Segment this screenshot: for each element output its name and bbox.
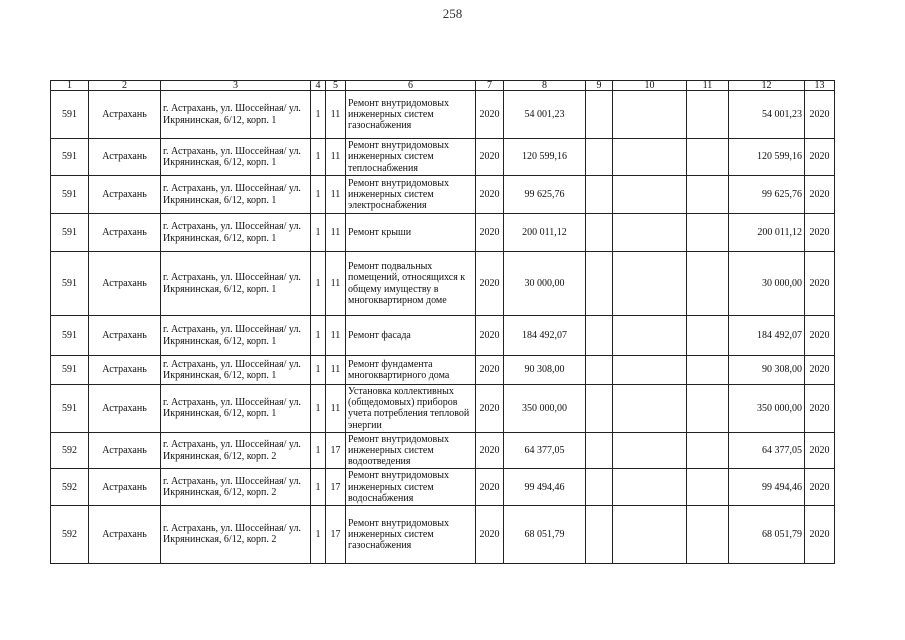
city-cell: Астрахань xyxy=(89,214,161,252)
completion-year-cell: 2020 xyxy=(805,316,835,356)
cost-cell: 90 308,00 xyxy=(504,356,586,385)
floor-count-cell: 17 xyxy=(326,469,346,506)
col10-cell xyxy=(613,469,687,506)
work-type-cell: Ремонт внутридомовых инженерных систем газоснабжения xyxy=(346,505,476,563)
col10-cell xyxy=(613,505,687,563)
col10-cell xyxy=(613,385,687,433)
year-cell: 2020 xyxy=(476,176,504,214)
total-cost-cell: 64 377,05 xyxy=(729,432,805,469)
col11-cell xyxy=(687,432,729,469)
col11-cell xyxy=(687,91,729,139)
col11-cell xyxy=(687,214,729,252)
table-row xyxy=(51,91,835,139)
floor-count-cell: 11 xyxy=(326,252,346,316)
col9-cell xyxy=(586,356,613,385)
entrance-count-cell: 1 xyxy=(311,432,326,469)
address-cell: г. Астрахань, ул. Шоссейная/ ул. Икрянинская, 6/12, корп. 1 xyxy=(161,316,311,356)
year-cell: 2020 xyxy=(476,385,504,433)
year-cell: 2020 xyxy=(476,252,504,316)
row-number-cell: 592 xyxy=(51,469,89,506)
col9-cell xyxy=(586,91,613,139)
completion-year-cell: 2020 xyxy=(805,505,835,563)
col10-cell xyxy=(613,91,687,139)
total-cost-cell: 90 308,00 xyxy=(729,356,805,385)
col9-cell xyxy=(586,176,613,214)
row-number-cell: 591 xyxy=(51,356,89,385)
work-type-cell: Ремонт подвальных помещений, относящихся к общему имуществу в многоквартирном доме xyxy=(346,252,476,316)
table-row xyxy=(51,385,835,433)
total-cost-cell: 68 051,79 xyxy=(729,505,805,563)
work-type-cell: Ремонт внутридомовых инженерных систем водоснабжения xyxy=(346,469,476,506)
entrance-count-cell: 1 xyxy=(311,316,326,356)
entrance-count-cell: 1 xyxy=(311,176,326,214)
row-number-cell: 592 xyxy=(51,505,89,563)
cost-cell: 99 494,46 xyxy=(504,469,586,506)
year-cell: 2020 xyxy=(476,432,504,469)
row-number-cell: 591 xyxy=(51,214,89,252)
page-number: 258 xyxy=(442,6,463,21)
address-cell: г. Астрахань, ул. Шоссейная/ ул. Икрянинская, 6/12, корп. 1 xyxy=(161,356,311,385)
column-header: 3 xyxy=(161,81,311,91)
floor-count-cell: 11 xyxy=(326,214,346,252)
table-row xyxy=(51,469,835,506)
total-cost-cell: 99 625,76 xyxy=(729,176,805,214)
table-row xyxy=(51,252,835,316)
entrance-count-cell: 1 xyxy=(311,252,326,316)
col10-cell xyxy=(613,214,687,252)
col11-cell xyxy=(687,139,729,176)
completion-year-cell: 2020 xyxy=(805,356,835,385)
work-type-cell: Ремонт внутридомовых инженерных систем водоотведения xyxy=(346,432,476,469)
city-cell: Астрахань xyxy=(89,385,161,433)
col10-cell xyxy=(613,356,687,385)
table-row xyxy=(51,139,835,176)
address-cell: г. Астрахань, ул. Шоссейная/ ул. Икрянинская, 6/12, корп. 1 xyxy=(161,176,311,214)
column-header: 7 xyxy=(476,81,504,91)
table-row xyxy=(51,432,835,469)
row-number-cell: 591 xyxy=(51,252,89,316)
col9-cell xyxy=(586,214,613,252)
year-cell: 2020 xyxy=(476,505,504,563)
col9-cell xyxy=(586,385,613,433)
table-row xyxy=(51,176,835,214)
column-header: 2 xyxy=(89,81,161,91)
col10-cell xyxy=(613,139,687,176)
address-cell: г. Астрахань, ул. Шоссейная/ ул. Икрянинская, 6/12, корп. 1 xyxy=(161,91,311,139)
table-row xyxy=(51,316,835,356)
row-number-cell: 591 xyxy=(51,385,89,433)
table-row xyxy=(51,505,835,563)
cost-cell: 200 011,12 xyxy=(504,214,586,252)
column-header: 4 xyxy=(311,81,326,91)
col9-cell xyxy=(586,469,613,506)
col11-cell xyxy=(687,252,729,316)
col9-cell xyxy=(586,505,613,563)
entrance-count-cell: 1 xyxy=(311,385,326,433)
work-type-cell: Ремонт фундамента многоквартирного дома xyxy=(346,356,476,385)
col10-cell xyxy=(613,432,687,469)
year-cell: 2020 xyxy=(476,139,504,176)
cost-cell: 120 599,16 xyxy=(504,139,586,176)
col11-cell xyxy=(687,356,729,385)
entrance-count-cell: 1 xyxy=(311,505,326,563)
col11-cell xyxy=(687,176,729,214)
year-cell: 2020 xyxy=(476,356,504,385)
city-cell: Астрахань xyxy=(89,316,161,356)
column-header: 12 xyxy=(729,81,805,91)
floor-count-cell: 11 xyxy=(326,91,346,139)
floor-count-cell: 11 xyxy=(326,385,346,433)
total-cost-cell: 184 492,07 xyxy=(729,316,805,356)
col11-cell xyxy=(687,469,729,506)
work-type-cell: Ремонт внутридомовых инженерных систем электроснабжения xyxy=(346,176,476,214)
table-row xyxy=(51,356,835,385)
col9-cell xyxy=(586,139,613,176)
col9-cell xyxy=(586,432,613,469)
address-cell: г. Астрахань, ул. Шоссейная/ ул. Икрянинская, 6/12, корп. 1 xyxy=(161,385,311,433)
completion-year-cell: 2020 xyxy=(805,91,835,139)
cost-cell: 54 001,23 xyxy=(504,91,586,139)
floor-count-cell: 11 xyxy=(326,316,346,356)
city-cell: Астрахань xyxy=(89,505,161,563)
floor-count-cell: 17 xyxy=(326,432,346,469)
total-cost-cell: 30 000,00 xyxy=(729,252,805,316)
year-cell: 2020 xyxy=(476,316,504,356)
table-row xyxy=(51,214,835,252)
row-number-cell: 591 xyxy=(51,176,89,214)
repair-program-table xyxy=(50,80,835,564)
cost-cell: 68 051,79 xyxy=(504,505,586,563)
completion-year-cell: 2020 xyxy=(805,385,835,433)
row-number-cell: 591 xyxy=(51,316,89,356)
city-cell: Астрахань xyxy=(89,139,161,176)
row-number-cell: 592 xyxy=(51,432,89,469)
col11-cell xyxy=(687,505,729,563)
floor-count-cell: 17 xyxy=(326,505,346,563)
entrance-count-cell: 1 xyxy=(311,139,326,176)
column-header: 13 xyxy=(805,81,835,91)
city-cell: Астрахань xyxy=(89,432,161,469)
total-cost-cell: 54 001,23 xyxy=(729,91,805,139)
total-cost-cell: 120 599,16 xyxy=(729,139,805,176)
entrance-count-cell: 1 xyxy=(311,214,326,252)
completion-year-cell: 2020 xyxy=(805,176,835,214)
entrance-count-cell: 1 xyxy=(311,91,326,139)
col10-cell xyxy=(613,176,687,214)
work-type-cell: Установка коллективных (общедомовых) приборов учета потребления тепловой энергии xyxy=(346,385,476,433)
column-header: 11 xyxy=(687,81,729,91)
floor-count-cell: 11 xyxy=(326,139,346,176)
cost-cell: 184 492,07 xyxy=(504,316,586,356)
col10-cell xyxy=(613,316,687,356)
completion-year-cell: 2020 xyxy=(805,432,835,469)
address-cell: г. Астрахань, ул. Шоссейная/ ул. Икрянинская, 6/12, корп. 1 xyxy=(161,139,311,176)
cost-cell: 30 000,00 xyxy=(504,252,586,316)
year-cell: 2020 xyxy=(476,91,504,139)
work-type-cell: Ремонт внутридомовых инженерных систем газоснабжения xyxy=(346,91,476,139)
column-header: 5 xyxy=(326,81,346,91)
col11-cell xyxy=(687,385,729,433)
address-cell: г. Астрахань, ул. Шоссейная/ ул. Икрянинская, 6/12, корп. 1 xyxy=(161,252,311,316)
column-header: 9 xyxy=(586,81,613,91)
work-type-cell: Ремонт крыши xyxy=(346,214,476,252)
column-header: 1 xyxy=(51,81,89,91)
total-cost-cell: 350 000,00 xyxy=(729,385,805,433)
cost-cell: 64 377,05 xyxy=(504,432,586,469)
completion-year-cell: 2020 xyxy=(805,252,835,316)
city-cell: Астрахань xyxy=(89,469,161,506)
col10-cell xyxy=(613,252,687,316)
city-cell: Астрахань xyxy=(89,176,161,214)
cost-cell: 350 000,00 xyxy=(504,385,586,433)
column-number-row xyxy=(51,81,835,91)
completion-year-cell: 2020 xyxy=(805,139,835,176)
total-cost-cell: 200 011,12 xyxy=(729,214,805,252)
column-header: 8 xyxy=(504,81,586,91)
city-cell: Астрахань xyxy=(89,356,161,385)
city-cell: Астрахань xyxy=(89,252,161,316)
entrance-count-cell: 1 xyxy=(311,356,326,385)
work-type-cell: Ремонт внутридомовых инженерных систем теплоснабжения xyxy=(346,139,476,176)
column-header: 10 xyxy=(613,81,687,91)
address-cell: г. Астрахань, ул. Шоссейная/ ул. Икрянинская, 6/12, корп. 1 xyxy=(161,214,311,252)
floor-count-cell: 11 xyxy=(326,356,346,385)
col9-cell xyxy=(586,252,613,316)
column-header: 6 xyxy=(346,81,476,91)
work-type-cell: Ремонт фасада xyxy=(346,316,476,356)
row-number-cell: 591 xyxy=(51,91,89,139)
cost-cell: 99 625,76 xyxy=(504,176,586,214)
address-cell: г. Астрахань, ул. Шоссейная/ ул. Икрянинская, 6/12, корп. 2 xyxy=(161,432,311,469)
row-number-cell: 591 xyxy=(51,139,89,176)
floor-count-cell: 11 xyxy=(326,176,346,214)
total-cost-cell: 99 494,46 xyxy=(729,469,805,506)
year-cell: 2020 xyxy=(476,469,504,506)
col9-cell xyxy=(586,316,613,356)
address-cell: г. Астрахань, ул. Шоссейная/ ул. Икрянинская, 6/12, корп. 2 xyxy=(161,505,311,563)
year-cell: 2020 xyxy=(476,214,504,252)
city-cell: Астрахань xyxy=(89,91,161,139)
completion-year-cell: 2020 xyxy=(805,469,835,506)
entrance-count-cell: 1 xyxy=(311,469,326,506)
address-cell: г. Астрахань, ул. Шоссейная/ ул. Икрянинская, 6/12, корп. 2 xyxy=(161,469,311,506)
col11-cell xyxy=(687,316,729,356)
completion-year-cell: 2020 xyxy=(805,214,835,252)
